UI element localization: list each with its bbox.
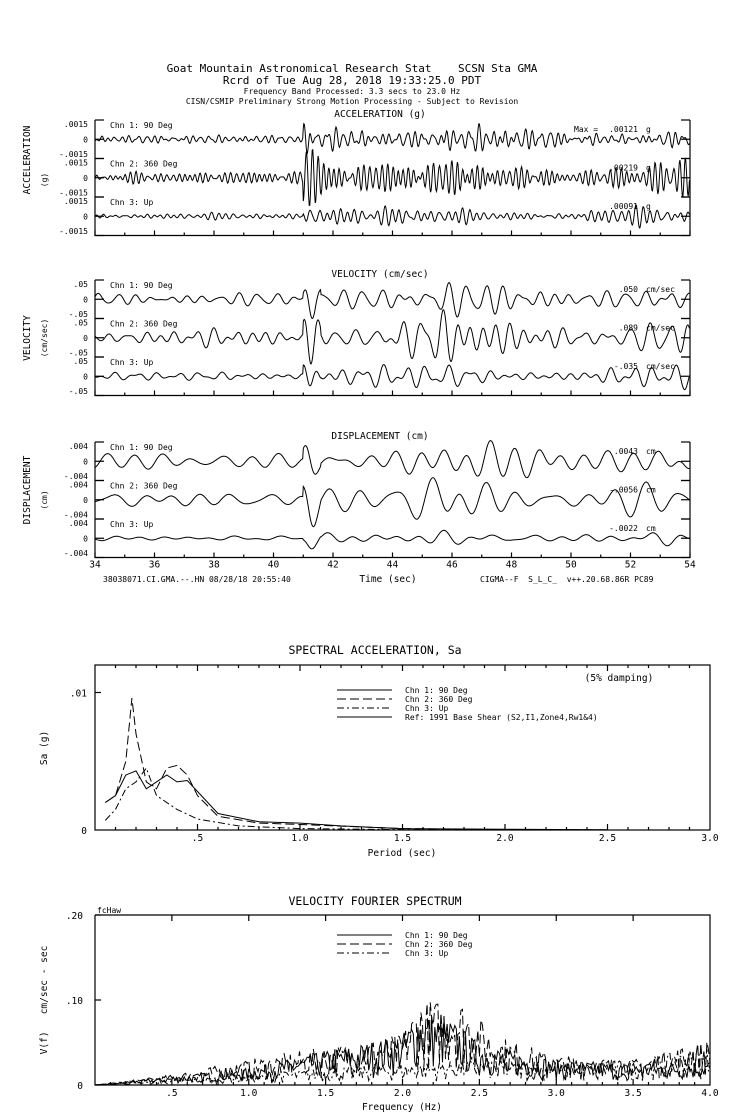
vfs-x-tick-label: .5 (166, 1088, 178, 1099)
processing-version: CIGMA--F S_L_C_ v++.20.68.86R PC89 (480, 575, 654, 584)
panel-acceleration (59, 120, 690, 236)
y-tick-label: .0015 (63, 197, 88, 206)
vfs-corner-label: fcHaw (97, 906, 122, 915)
sa-y-tick-label: .01 (69, 688, 87, 700)
vfs-y-tick-label: .20 (65, 911, 83, 922)
channel-max-value: .00091 (609, 202, 638, 211)
y-tick-label: .004 (68, 480, 88, 490)
y-tick-label: .004 (68, 519, 88, 528)
waveform-trace (95, 530, 689, 549)
y-tick-label: 0 (83, 295, 88, 305)
y-tick-label: -.05 (68, 387, 88, 396)
channel-max-unit: g (646, 163, 651, 173)
channel-label: Chn 3: Up (110, 198, 154, 207)
sa-x-tick-label: 1.5 (393, 833, 412, 844)
sa-title: SPECTRAL ACCELERATION, Sa (288, 643, 462, 657)
y-tick-label: .004 (68, 442, 88, 451)
channel-max-value: -.0056 (609, 485, 638, 495)
time-tick-label: 48 (505, 559, 518, 571)
y-tick-label: -.0015 (59, 188, 88, 198)
time-tick-label: 42 (327, 559, 339, 571)
panel-frame (95, 442, 690, 558)
y-tick-label: 0 (83, 333, 88, 343)
vfs-y-tick-label: 0 (77, 1081, 83, 1092)
acceleration-unit: (g) (40, 172, 49, 188)
sa-legend-label: Ref: 1991 Base Shear (S2,I1,Zone4,Rw1&4) (405, 713, 598, 722)
vfs-frame (95, 915, 710, 1085)
waveform-trace (95, 283, 689, 319)
station-title: Goat Mountain Astronomical Research Stat SCSN Sta GMA (166, 62, 538, 75)
channel-max-unit: g (646, 202, 651, 211)
frequency-band: Frequency Band Processed: 3.3 secs to 23.0 Hz (243, 87, 461, 96)
time-tick-label: 36 (148, 559, 161, 571)
time-tick-label: 38 (208, 559, 220, 571)
panel-velocity (69, 280, 690, 396)
sa-xlabel: Period (sec) (367, 848, 437, 859)
time-axis-label: Time (sec) (359, 574, 417, 585)
velocity-ylabel: VELOCITY (22, 315, 33, 361)
channel-max-value: .089 (618, 323, 638, 333)
sa-ylabel: Sa (g) (39, 730, 50, 766)
sa-x-tick-label: 1.0 (291, 833, 309, 844)
vfs-x-tick-label: 3.0 (547, 1088, 565, 1099)
y-tick-label: -.004 (63, 472, 88, 481)
damping-note: (5% damping) (584, 673, 654, 684)
record-id: 38038071.CI.GMA.--.HN 08/28/18 20:55:40 (103, 575, 291, 584)
waveform-trace (95, 365, 689, 390)
time-history-plots (59, 120, 696, 571)
time-tick-label: 46 (446, 559, 458, 571)
vfs-legend-label: Chn 3: Up (405, 949, 449, 958)
channel-max-value: .00121 (609, 125, 638, 134)
y-tick-label: -.05 (68, 310, 88, 319)
time-tick-label: 52 (624, 559, 637, 571)
waveform-trace (95, 478, 689, 527)
y-tick-label: 0 (83, 135, 88, 145)
vfs-x-tick-label: 2.5 (470, 1088, 488, 1099)
y-tick-label: 0 (83, 372, 88, 382)
y-tick-label: 0 (83, 457, 88, 467)
channel-label: Chn 3: Up (110, 358, 154, 367)
y-tick-label: 0 (83, 173, 88, 183)
velocity-unit: (cm/sec) (40, 318, 49, 358)
spectral-acceleration-chart (70, 665, 719, 844)
y-tick-label: 0 (83, 495, 88, 505)
waveform-trace (95, 205, 689, 228)
vfs-x-tick-label: 1.0 (240, 1088, 258, 1099)
channel-max-unit: cm (646, 485, 656, 495)
displacement-ylabel: DISPLACEMENT (22, 455, 33, 525)
channel-label: Chn 1: 90 Deg (110, 443, 173, 452)
sa-x-tick-label: 2.0 (496, 833, 514, 844)
sa-x-tick-label: 3.0 (701, 833, 719, 844)
channel-max-value: .050 (618, 285, 638, 294)
sa-x-tick-label: 2.5 (598, 833, 617, 844)
y-tick-label: -.05 (68, 348, 88, 358)
channel-label: Chn 3: Up (110, 520, 154, 529)
channel-max-unit: cm/sec (646, 362, 675, 371)
panel-displacement (64, 441, 696, 571)
sa-legend-label: Chn 1: 90 Deg (405, 686, 468, 695)
channel-max-value: -.035 (613, 362, 638, 371)
y-tick-label: .05 (73, 280, 88, 289)
vfs-x-tick-label: 3.5 (624, 1088, 642, 1099)
waveform-trace (95, 310, 689, 364)
channel-label: Chn 2: 360 Deg (110, 319, 178, 329)
channel-max-value: .0043 (613, 447, 638, 456)
channel-label: Chn 2: 360 Deg (110, 481, 178, 491)
sa-series-line (105, 768, 607, 830)
displacement-title: DISPLACEMENT (cm) (331, 431, 429, 442)
y-tick-label: -.004 (63, 510, 88, 520)
vfs-legend-label: Chn 2: 360 Deg (405, 940, 473, 949)
waveform-trace (95, 441, 689, 478)
processing-note: CISN/CSMIP Preliminary Strong Motion Processing - Subject to Revision (185, 97, 519, 106)
channel-max-unit: cm (646, 447, 656, 456)
y-tick-label: 0 (83, 534, 88, 544)
channel-max-value: .00219 (609, 163, 638, 173)
channel-label: Chn 1: 90 Deg (110, 281, 173, 290)
vfs-x-tick-label: 1.5 (317, 1088, 335, 1099)
time-tick-label: 50 (565, 559, 577, 571)
record-date: Rcrd of Tue Aug 28, 2018 19:33:25.0 PDT (222, 74, 482, 87)
y-tick-label: -.004 (63, 549, 88, 558)
time-tick-label: 40 (267, 559, 280, 571)
vfs-x-tick-label: 4.0 (701, 1088, 719, 1099)
channel-max-value: -.0022 (609, 524, 638, 533)
acceleration-title: ACCELERATION (g) (334, 109, 426, 120)
acceleration-ylabel: ACCELERATION (22, 125, 33, 195)
waveform-trace (95, 150, 689, 206)
channel-label: Chn 2: 360 Deg (110, 159, 178, 169)
sa-y-tick-label: 0 (81, 826, 87, 837)
time-tick-label: 44 (386, 559, 399, 571)
waveform-trace (95, 124, 689, 154)
sa-legend-label: Chn 2: 360 Deg (405, 695, 473, 704)
y-tick-label: .0015 (63, 158, 88, 168)
y-tick-label: .05 (73, 318, 88, 328)
velocity-title: VELOCITY (cm/sec) (331, 269, 429, 280)
vfs-ylabel: V(f) cm/sec - sec (39, 945, 50, 1055)
max-prefix: Max = (574, 125, 599, 134)
displacement-unit: (cm) (40, 490, 49, 510)
velocity-fourier-chart (66, 911, 719, 1099)
vfs-xlabel: Frequency (Hz) (361, 1102, 443, 1113)
channel-max-unit: cm (646, 524, 656, 533)
time-tick-label: 54 (684, 559, 696, 571)
sa-frame (95, 665, 710, 830)
sa-legend-label: Chn 3: Up (405, 704, 449, 713)
y-tick-label: -.0015 (59, 227, 88, 236)
channel-label: Chn 1: 90 Deg (110, 121, 173, 130)
channel-max-unit: cm/sec (646, 285, 675, 294)
report-header (167, 62, 538, 106)
sa-series-line (105, 771, 607, 830)
sa-x-tick-label: .5 (191, 833, 204, 844)
channel-max-unit: g (646, 125, 651, 134)
vfs-title: VELOCITY FOURIER SPECTRUM (288, 894, 462, 908)
vfs-x-tick-label: 2.0 (393, 1088, 412, 1099)
channel-max-unit: cm/sec (646, 323, 675, 333)
vfs-legend-label: Chn 1: 90 Deg (405, 931, 468, 940)
y-tick-label: .05 (73, 357, 88, 366)
y-tick-label: 0 (83, 212, 88, 222)
time-tick-label: 34 (89, 559, 101, 571)
vfs-series-line (95, 1017, 710, 1086)
vfs-y-tick-label: .10 (65, 996, 83, 1007)
y-tick-label: .0015 (63, 120, 88, 129)
y-tick-label: -.0015 (59, 150, 88, 159)
